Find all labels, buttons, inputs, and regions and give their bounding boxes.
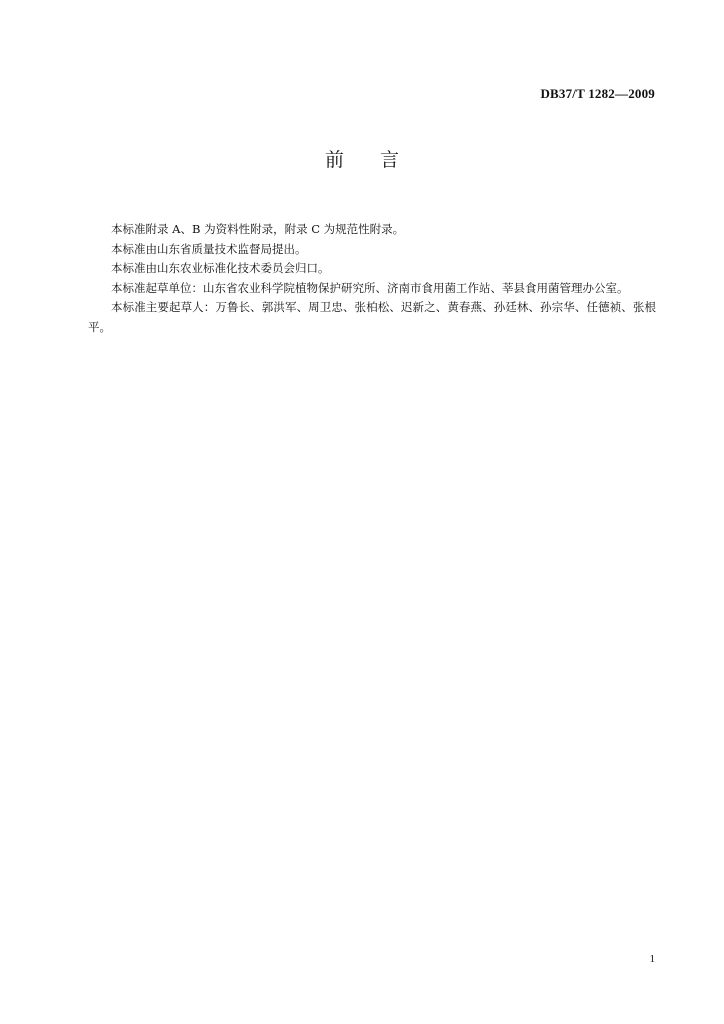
standard-number: DB37/T 1282—2009: [540, 86, 655, 101]
foreword-body: [88, 220, 656, 337]
paragraph-proposed-by: 本标准由山东省质量技术监督局提出。: [111, 241, 307, 256]
page-title: 前言: [324, 149, 435, 171]
paragraph-drafters: 本标准主要起草人：万鲁长、郭洪军、周卫忠、张柏松、迟新之、黄春燕、孙廷林、孙宗华、任德祯、张根平。: [88, 300, 656, 334]
paragraph-appendix: 本标准附录 A、B 为资料性附录，附录 C 为规范性附录。: [111, 222, 405, 236]
paragraph-administered-by: 本标准由山东农业标准化技术委员会归口。: [111, 261, 330, 275]
page-number: 1: [649, 953, 655, 965]
paragraph-drafting-units: 本标准起草单位：山东省农业科学院植物保护研究所、济南市食用菌工作站、莘县食用菌管理办公室。: [111, 280, 629, 295]
